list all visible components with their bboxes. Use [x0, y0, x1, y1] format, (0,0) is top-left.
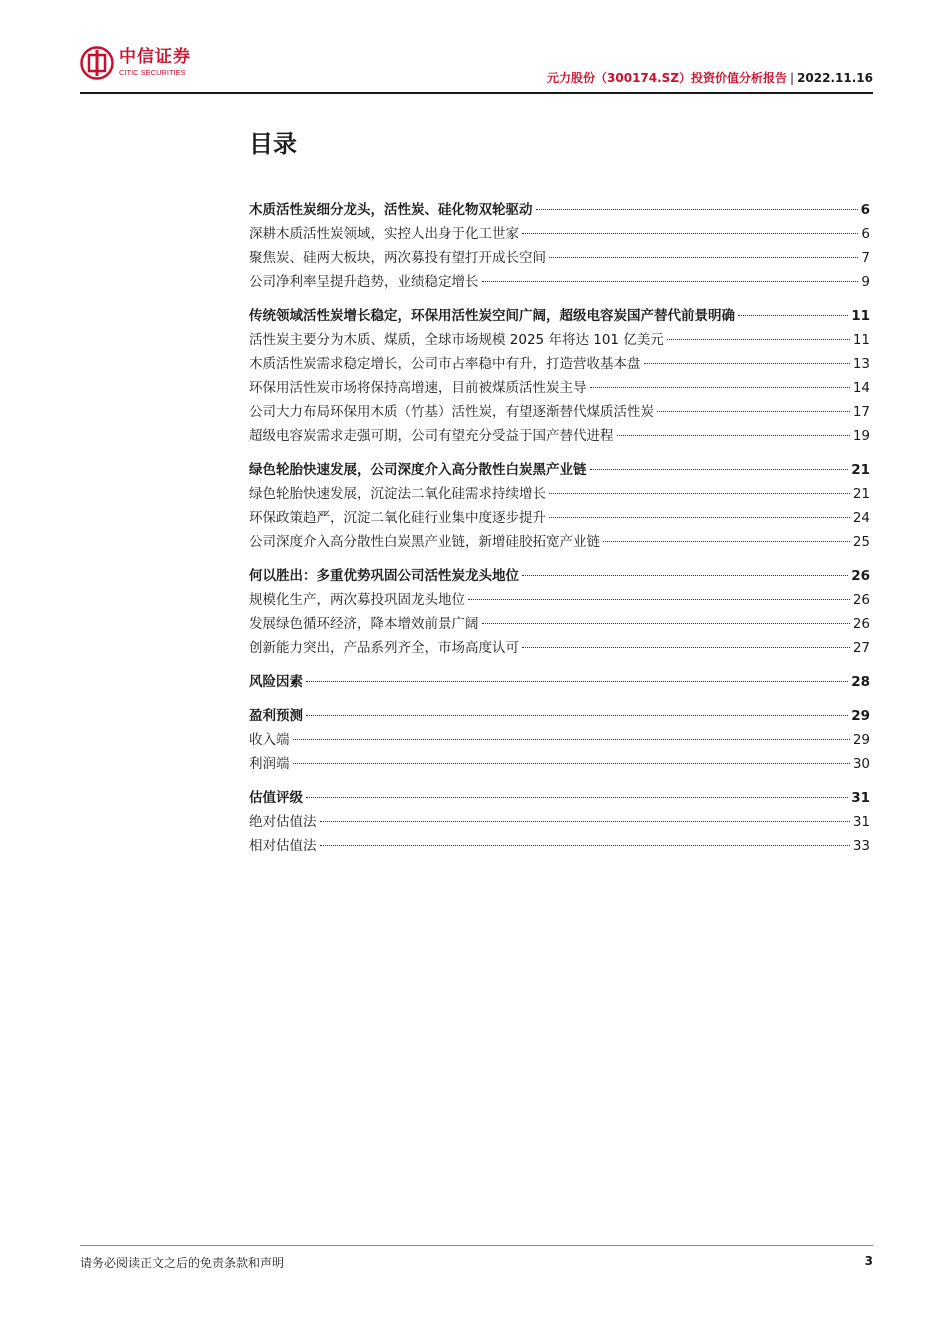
- toc-entry-page: 24: [852, 510, 870, 526]
- footer-page-number: 3: [864, 1254, 873, 1268]
- toc-subsection-entry[interactable]: [249, 506, 870, 530]
- toc-subsection-entry[interactable]: [249, 482, 870, 506]
- toc-dot-leader: [293, 739, 850, 740]
- toc-dot-leader: [549, 257, 858, 258]
- toc-entry-page: 31: [852, 814, 870, 830]
- toc-entry-page: 26: [852, 616, 870, 632]
- footer-disclaimer: 请务必阅读正文之后的免责条款和声明: [80, 1256, 285, 1270]
- toc-dot-leader: [522, 575, 848, 576]
- toc-entry-title: 规模化生产，两次募投巩固龙头地位: [249, 592, 465, 608]
- toc-entry-title: 盈利预测: [249, 708, 303, 724]
- toc-entry-title: 木质活性炭需求稳定增长，公司市占率稳中有升，打造营收基本盘: [249, 356, 641, 372]
- toc-entry-page: 29: [851, 708, 870, 724]
- toc-entry-title: 估值评级: [249, 790, 303, 806]
- toc-subsection-entry[interactable]: [249, 834, 870, 858]
- toc-entry-page: 17: [852, 404, 870, 420]
- toc-entry-title: 活性炭主要分为木质、煤质，全球市场规模 2025 年将达 101 亿美元: [249, 332, 664, 348]
- citic-logo: [80, 46, 191, 80]
- toc-subsection-entry[interactable]: [249, 752, 870, 776]
- toc-chapter-entry[interactable]: [249, 786, 870, 810]
- toc-entry-title: 发展绿色循环经济，降本增效前景广阔: [249, 616, 479, 632]
- toc-dot-leader: [320, 845, 850, 846]
- table-of-contents: [249, 198, 870, 868]
- toc-subsection-entry[interactable]: [249, 530, 870, 554]
- toc-chapter-entry[interactable]: [249, 564, 870, 588]
- toc-entry-title: 公司大力布局环保用木质（竹基）活性炭，有望逐渐替代煤质活性炭: [249, 404, 654, 420]
- page-title: 目录: [249, 130, 297, 158]
- toc-dot-leader: [738, 315, 848, 316]
- toc-section: [249, 304, 870, 448]
- toc-entry-page: 27: [852, 640, 870, 656]
- toc-entry-title: 何以胜出：多重优势巩固公司活性炭龙头地位: [249, 568, 519, 584]
- report-header-title: [547, 69, 873, 86]
- toc-entry-title: 环保用活性炭市场将保持高增速，目前被煤质活性炭主导: [249, 380, 587, 396]
- toc-section: [249, 458, 870, 554]
- toc-dot-leader: [320, 821, 850, 822]
- toc-entry-page: 14: [852, 380, 870, 396]
- footer-divider: [80, 1245, 873, 1246]
- toc-chapter-entry[interactable]: [249, 670, 870, 694]
- toc-entry-title: 相对估值法: [249, 838, 317, 854]
- toc-entry-page: 31: [851, 790, 870, 806]
- toc-entry-title: 收入端: [249, 732, 290, 748]
- toc-subsection-entry[interactable]: [249, 222, 870, 246]
- toc-entry-page: 25: [852, 534, 870, 550]
- toc-dot-leader: [549, 517, 850, 518]
- logo-english-name: CITIC SECURITIES: [119, 68, 186, 78]
- toc-section: [249, 670, 870, 694]
- toc-entry-page: 6: [860, 202, 870, 218]
- toc-entry-page: 26: [851, 568, 870, 584]
- toc-subsection-entry[interactable]: [249, 636, 870, 660]
- toc-section: [249, 198, 870, 294]
- toc-dot-leader: [667, 339, 850, 340]
- toc-entry-title: 风险因素: [249, 674, 303, 690]
- toc-dot-leader: [644, 363, 850, 364]
- toc-entry-page: 11: [851, 308, 870, 324]
- toc-chapter-entry[interactable]: [249, 458, 870, 482]
- header-separator: |: [790, 71, 795, 85]
- toc-dot-leader: [482, 623, 850, 624]
- toc-entry-title: 公司净利率呈提升趋势，业绩稳定增长: [249, 274, 479, 290]
- toc-dot-leader: [306, 797, 848, 798]
- page-header: [80, 46, 873, 92]
- toc-subsection-entry[interactable]: [249, 728, 870, 752]
- toc-dot-leader: [657, 411, 850, 412]
- toc-dot-leader: [293, 763, 850, 764]
- toc-entry-page: 29: [852, 732, 870, 748]
- toc-dot-leader: [306, 681, 848, 682]
- toc-chapter-entry[interactable]: [249, 704, 870, 728]
- toc-dot-leader: [482, 281, 859, 282]
- toc-section: [249, 786, 870, 858]
- toc-entry-page: 28: [851, 674, 870, 690]
- toc-dot-leader: [522, 647, 850, 648]
- report-date: 2022.11.16: [797, 71, 873, 85]
- toc-entry-title: 绿色轮胎快速发展，公司深度介入高分散性白炭黑产业链: [249, 462, 587, 478]
- toc-entry-title: 利润端: [249, 756, 290, 772]
- toc-entry-page: 26: [852, 592, 870, 608]
- toc-entry-title: 环保政策趋严，沉淀二氧化硅行业集中度逐步提升: [249, 510, 546, 526]
- toc-dot-leader: [468, 599, 850, 600]
- toc-entry-title: 木质活性炭细分龙头，活性炭、硅化物双轮驱动: [249, 202, 533, 218]
- toc-subsection-entry[interactable]: [249, 400, 870, 424]
- report-title: 元力股份（300174.SZ）投资价值分析报告: [547, 71, 788, 85]
- toc-subsection-entry[interactable]: [249, 376, 870, 400]
- toc-subsection-entry[interactable]: [249, 588, 870, 612]
- toc-entry-title: 超级电容炭需求走强可期，公司有望充分受益于国产替代进程: [249, 428, 614, 444]
- toc-subsection-entry[interactable]: [249, 424, 870, 448]
- toc-subsection-entry[interactable]: [249, 270, 870, 294]
- toc-dot-leader: [522, 233, 858, 234]
- citic-logo-icon: [80, 46, 114, 80]
- toc-dot-leader: [536, 209, 858, 210]
- toc-subsection-entry[interactable]: [249, 352, 870, 376]
- toc-entry-page: 13: [852, 356, 870, 372]
- header-divider: [80, 92, 873, 94]
- toc-entry-title: 公司深度介入高分散性白炭黑产业链，新增硅胶拓宽产业链: [249, 534, 600, 550]
- toc-chapter-entry[interactable]: [249, 198, 870, 222]
- toc-entry-title: 深耕木质活性炭领域，实控人出身于化工世家: [249, 226, 519, 242]
- toc-entry-page: 21: [851, 462, 870, 478]
- toc-entry-title: 传统领域活性炭增长稳定，环保用活性炭空间广阔，超级电容炭国产替代前景明确: [249, 308, 735, 324]
- toc-dot-leader: [590, 469, 849, 470]
- toc-entry-title: 聚焦炭、硅两大板块，两次募投有望打开成长空间: [249, 250, 546, 266]
- toc-dot-leader: [306, 715, 848, 716]
- toc-section: [249, 564, 870, 660]
- toc-entry-title: 绝对估值法: [249, 814, 317, 830]
- toc-entry-page: 19: [852, 428, 870, 444]
- toc-subsection-entry[interactable]: [249, 246, 870, 270]
- toc-entry-page: 30: [852, 756, 870, 772]
- toc-entry-page: 7: [861, 250, 870, 266]
- toc-dot-leader: [603, 541, 850, 542]
- toc-chapter-entry[interactable]: [249, 304, 870, 328]
- toc-entry-title: 绿色轮胎快速发展，沉淀法二氧化硅需求持续增长: [249, 486, 546, 502]
- toc-entry-page: 11: [852, 332, 870, 348]
- toc-subsection-entry[interactable]: [249, 810, 870, 834]
- toc-entry-page: 6: [861, 226, 870, 242]
- toc-entry-page: 9: [861, 274, 870, 290]
- toc-dot-leader: [549, 493, 850, 494]
- toc-entry-page: 33: [852, 838, 870, 854]
- toc-subsection-entry[interactable]: [249, 612, 870, 636]
- toc-section: [249, 704, 870, 776]
- toc-entry-page: 21: [852, 486, 870, 502]
- toc-entry-title: 创新能力突出，产品系列齐全，市场高度认可: [249, 640, 519, 656]
- toc-dot-leader: [617, 435, 850, 436]
- toc-subsection-entry[interactable]: [249, 328, 870, 352]
- toc-dot-leader: [590, 387, 850, 388]
- logo-chinese-name: 中信证券: [119, 47, 191, 68]
